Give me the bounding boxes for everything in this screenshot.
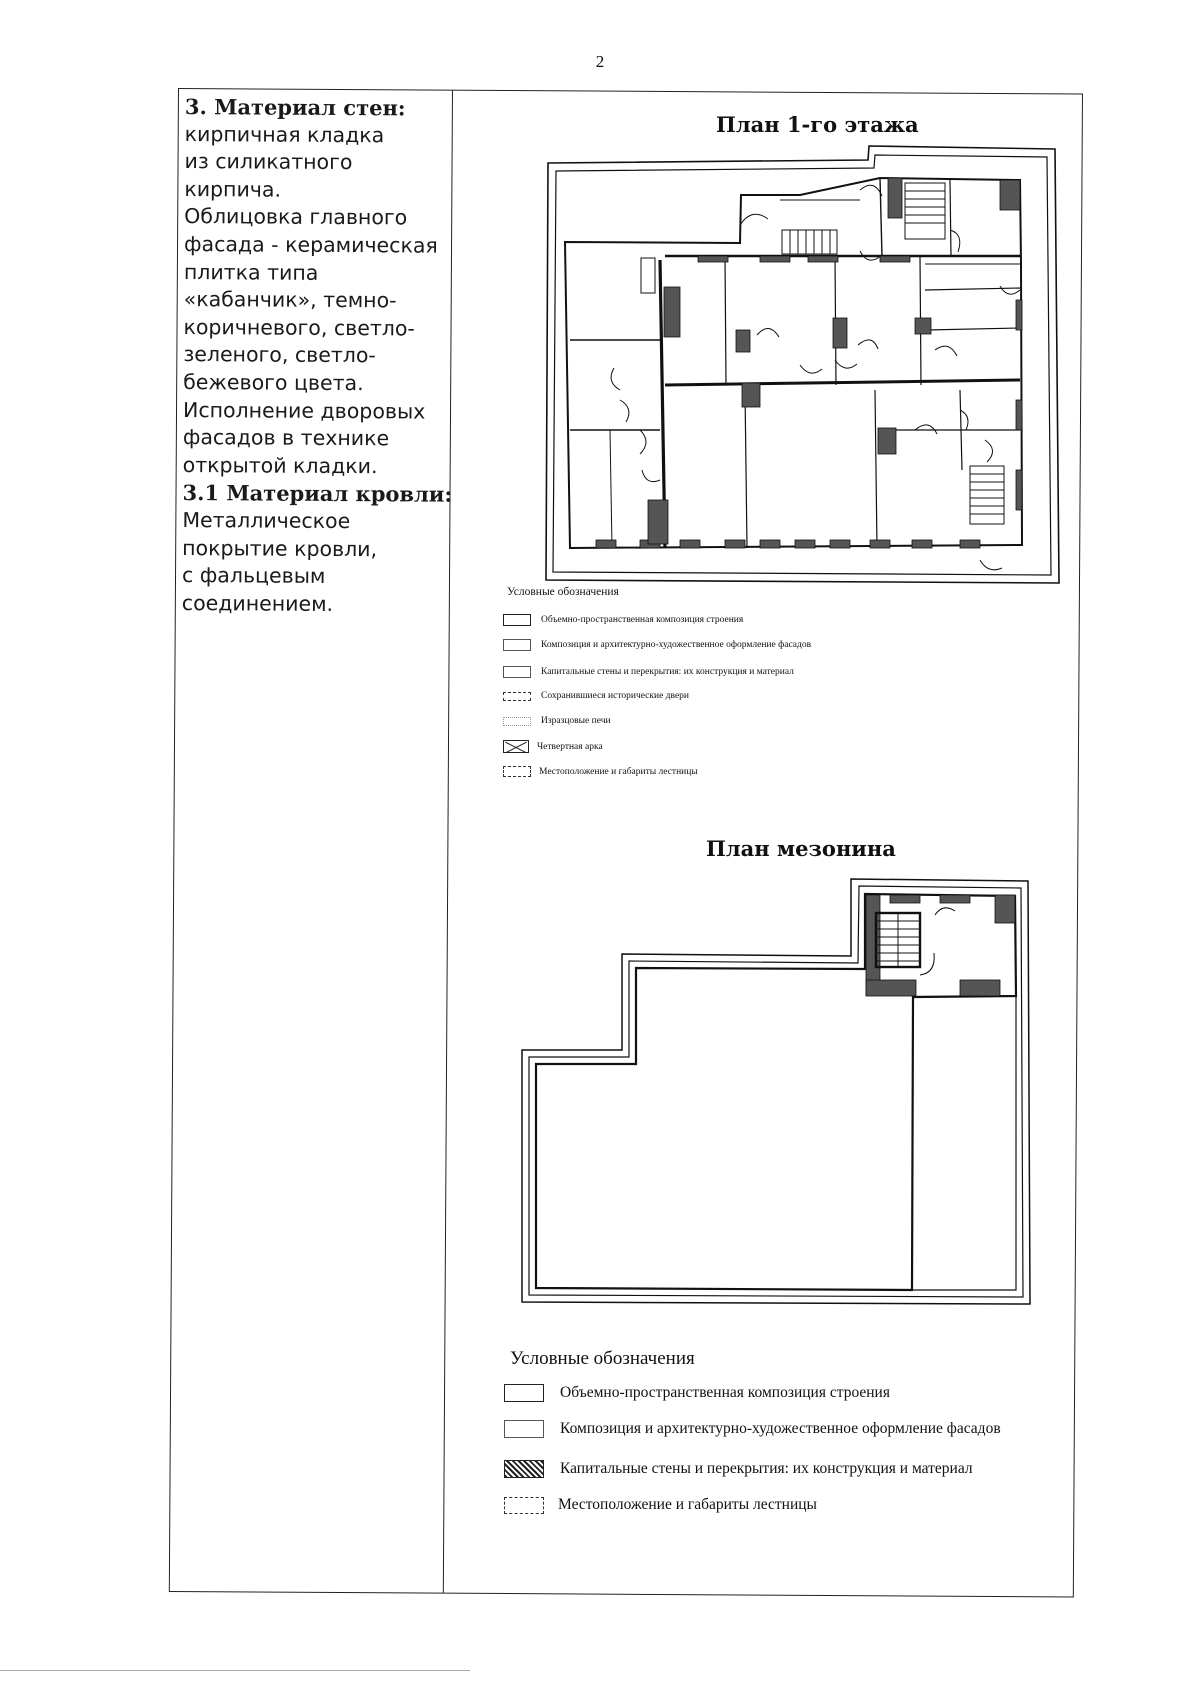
wall-line: плитка типа [183, 259, 319, 285]
first-floor-legend-title: Условные обозначения [507, 586, 619, 598]
wall-line: из силикатного [184, 149, 353, 175]
wall-line: Облицовка главного [184, 204, 408, 230]
legend-item [504, 1496, 817, 1514]
legend-label: Объемно-пространственная композиция строения [541, 615, 744, 625]
legend-label: Местоположение и габариты лестницы [539, 766, 698, 777]
roof-line: покрытие кровли, [182, 535, 378, 561]
legend-label: Капитальные стены и перекрытия: их конструкция и материал [560, 1460, 973, 1477]
mezzanine-plan-title: План мезонина [706, 836, 896, 861]
mezzanine-legend-title: Условные обозначения [510, 1348, 695, 1369]
roof-line: Металлическое [182, 507, 351, 533]
wall-line: бежевого цвета. [183, 369, 364, 396]
roof-line: с фальцевым [181, 563, 326, 589]
wall-line: кирпичная кладка [184, 121, 385, 147]
wall-line: Исполнение дворовых [182, 397, 426, 424]
roof-line: соединением. [181, 590, 334, 616]
legend-solid-swatch [504, 1384, 544, 1402]
legend-item [504, 1384, 890, 1402]
wall-line: фасада - керамическая [183, 232, 438, 258]
wall-line: «кабанчик», темно- [183, 287, 397, 313]
wall-line: зеленого, светло- [183, 342, 376, 368]
wall-line: коричневого, светло- [183, 314, 415, 341]
legend-label: Композиция и архитектурно-художественное оформление фасадов [541, 640, 812, 650]
legend-thin-swatch [504, 1420, 544, 1438]
legend-label: Изразцовые печи [541, 716, 611, 726]
wall-line: фасадов в технике [182, 425, 390, 451]
legend-item [504, 1420, 1001, 1438]
legend-label: Объемно-пространственная композиция строения [560, 1384, 890, 1401]
legend-hatch-swatch [504, 1460, 544, 1478]
page-number: 2 [595, 52, 605, 71]
legend-label: Местоположение и габариты лестницы [558, 1496, 817, 1513]
legend-item [504, 1460, 973, 1478]
legend-dash-swatch [504, 1497, 544, 1514]
scan-edge-line [0, 1670, 470, 1671]
wall-line: кирпича. [184, 176, 282, 202]
wall-line: открытой кладки. [182, 452, 378, 478]
legend-label: Четвертная арка [537, 741, 603, 752]
roof-material-heading: 3.1 Материал кровли: [182, 480, 453, 507]
legend-label: Капитальные стены и перекрытия: их конструкция и материал [541, 667, 794, 677]
legend-label: Сохранившиеся исторические двери [541, 691, 689, 701]
wall-material-heading: 3. Материал стен: [184, 94, 406, 121]
legend-label: Композиция и архитектурно-художественное оформление фасадов [560, 1420, 1001, 1437]
first-floor-plan-title: План 1-го этажа [716, 112, 919, 137]
